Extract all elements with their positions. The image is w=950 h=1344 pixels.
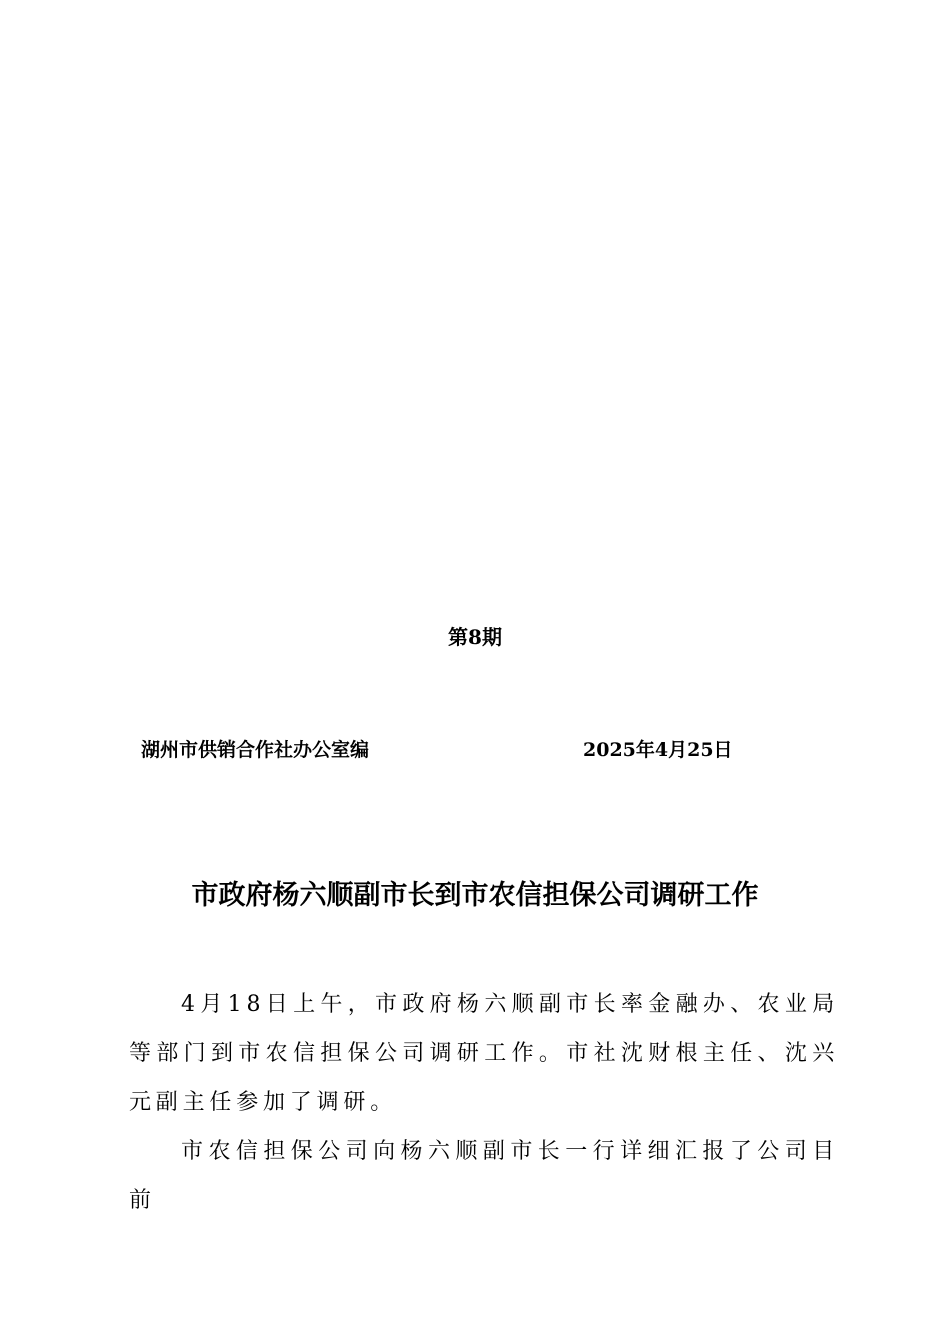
article-body <box>129 980 839 1225</box>
article-title: 市政府杨六顺副市长到市农信担保公司调研工作 <box>191 880 759 911</box>
paragraph: 4月18日上午，市政府杨六顺副市长率金融办、农业局等部门到市农信担保公司调研工作。市社沈财根主任、沈兴元副主任参加了调研。 <box>129 992 839 1115</box>
editor-line: 湖州市供销合作社办公室编 <box>141 739 370 761</box>
issue-number: 第8期 <box>448 625 502 649</box>
paragraph: 市农信担保公司向杨六顺副市长一行详细汇报了公司目前 <box>129 1139 839 1213</box>
publication-date: 2025年4月25日 <box>583 739 733 761</box>
